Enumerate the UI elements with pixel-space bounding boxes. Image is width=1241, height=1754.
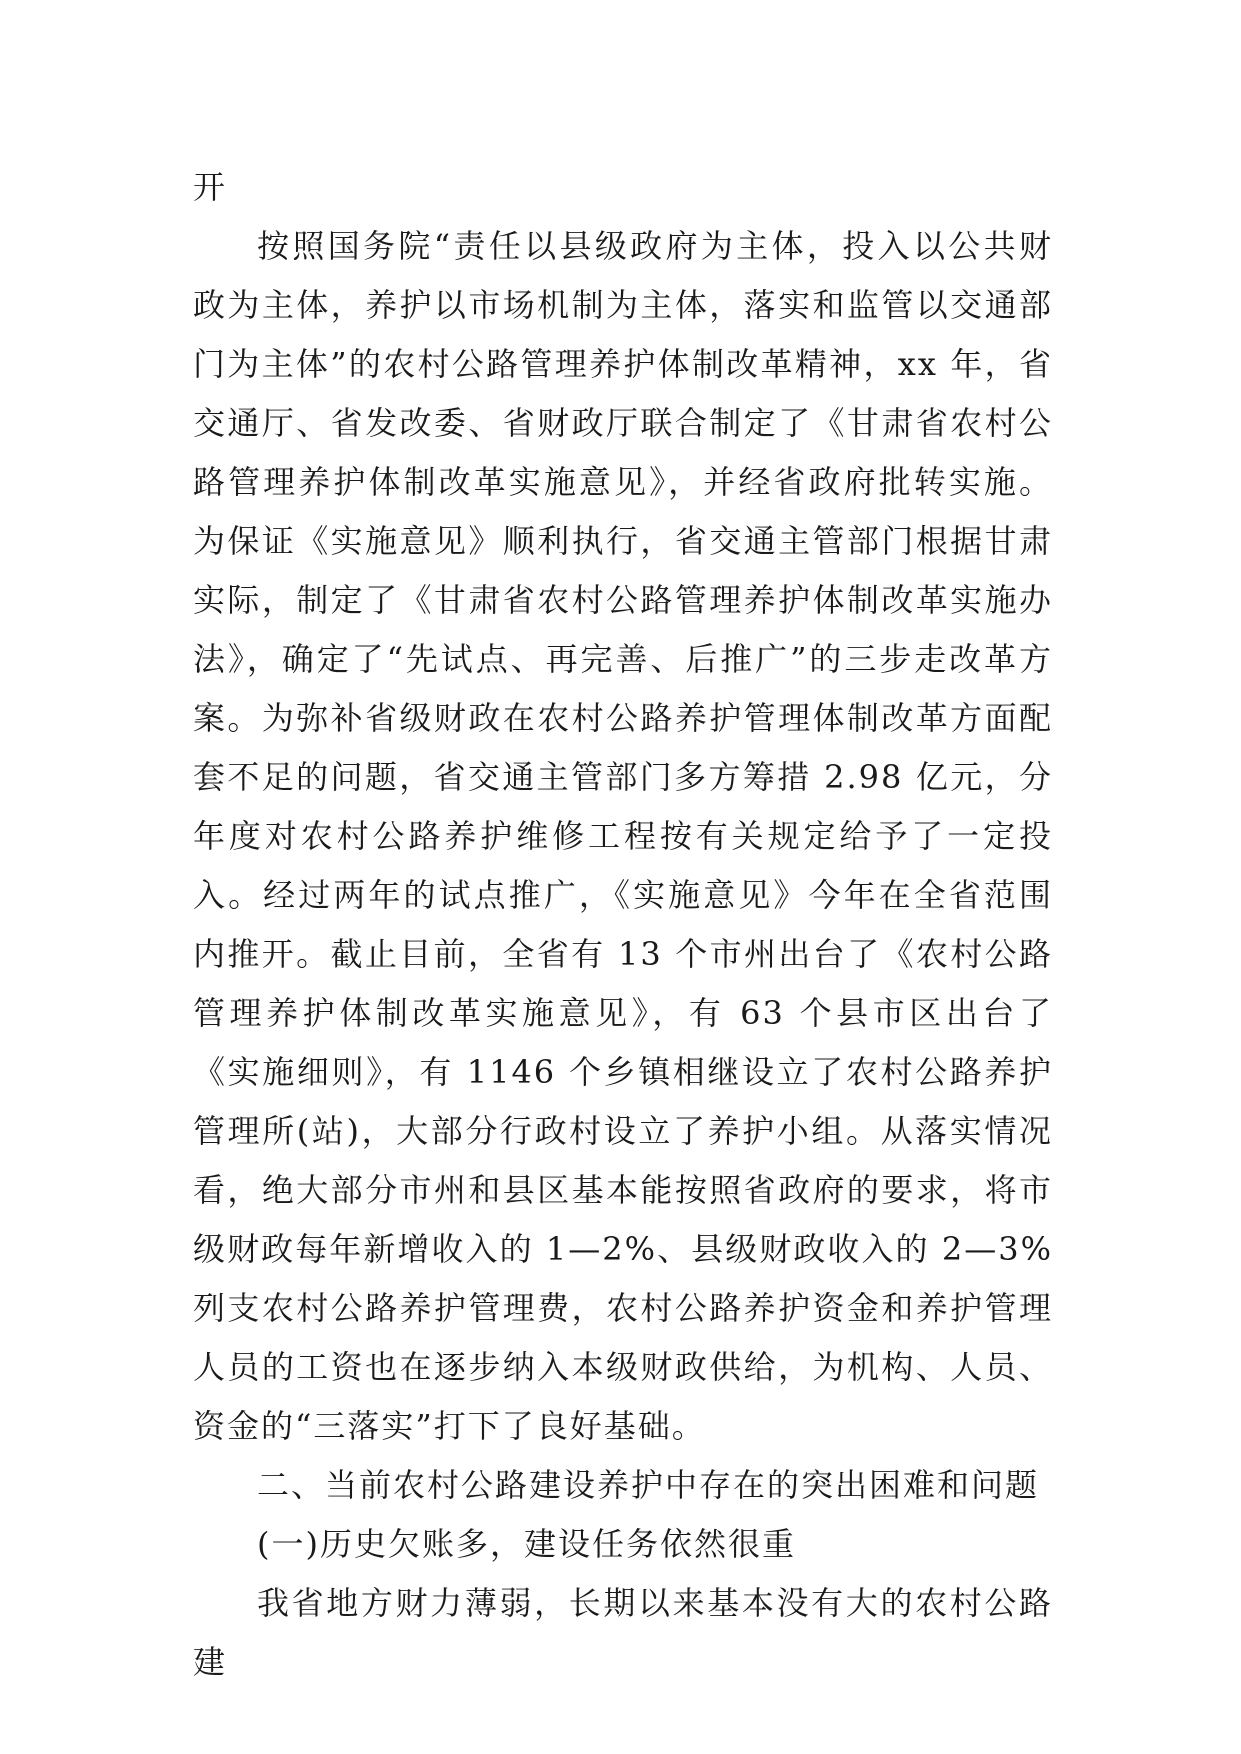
paragraph-continuation: 开 <box>193 168 228 206</box>
paragraph-reform-progress: 按照国务院“责任以县级政府为主体，投入以公共财政为主体，养护以市场机制为主体，落实和监管以交通部门为主体”的农村公路管理养护体制改革精神，xx 年，省交通厅、省发改委、省财政厅联合制定了《甘肃省农村公路管理养护体制改革实施意见》，并经省政府批转实施。为保证《实施意见》顺利执行，省交通主管部门根据甘肃实际，制定了《甘肃省农村公路管理养护体制改革实施办法》，确定了“先试点、再完善、后推广”的三步走改革方案。为弥补省级财政在农村公路养护管理体制改革方面配套不足的问题，省交通主管部门多方筹措 2.98 亿元，分年度对农村公路养护维修工程按有关规定给予了一定投入。经过两年的试点推广，《实施意见》今年在全省范围内推开。截止目前，全省有 13 个市州出台了《农村公路管理养护体制改革实施意见》，有 63 个县市区出台了《实施细则》，有 1146 个乡镇相继设立了农村公路养护管理所(站)，大部分行政村设立了养护小组。从落实情况看，绝大部分市州和县区基本能按照省政府的要求，将市级财政每年新增收入的 1—2%、县级财政收入的 2—3%列支农村公路养护管理费，农村公路养护资金和养护管理人员的工资也在逐步纳入本级财政供给，为机构、人员、资金的“三落实”打下了良好基础。 <box>193 227 1053 1445</box>
document-body <box>193 158 1053 1692</box>
subsection-heading-history-debt: (一)历史欠账多，建设任务依然很重 <box>257 1525 796 1563</box>
section-heading-problems: 二、当前农村公路建设养护中存在的突出困难和问题 <box>257 1466 1040 1504</box>
paragraph-local-finance: 我省地方财力薄弱，长期以来基本没有大的农村公路建 <box>193 1584 1053 1681</box>
